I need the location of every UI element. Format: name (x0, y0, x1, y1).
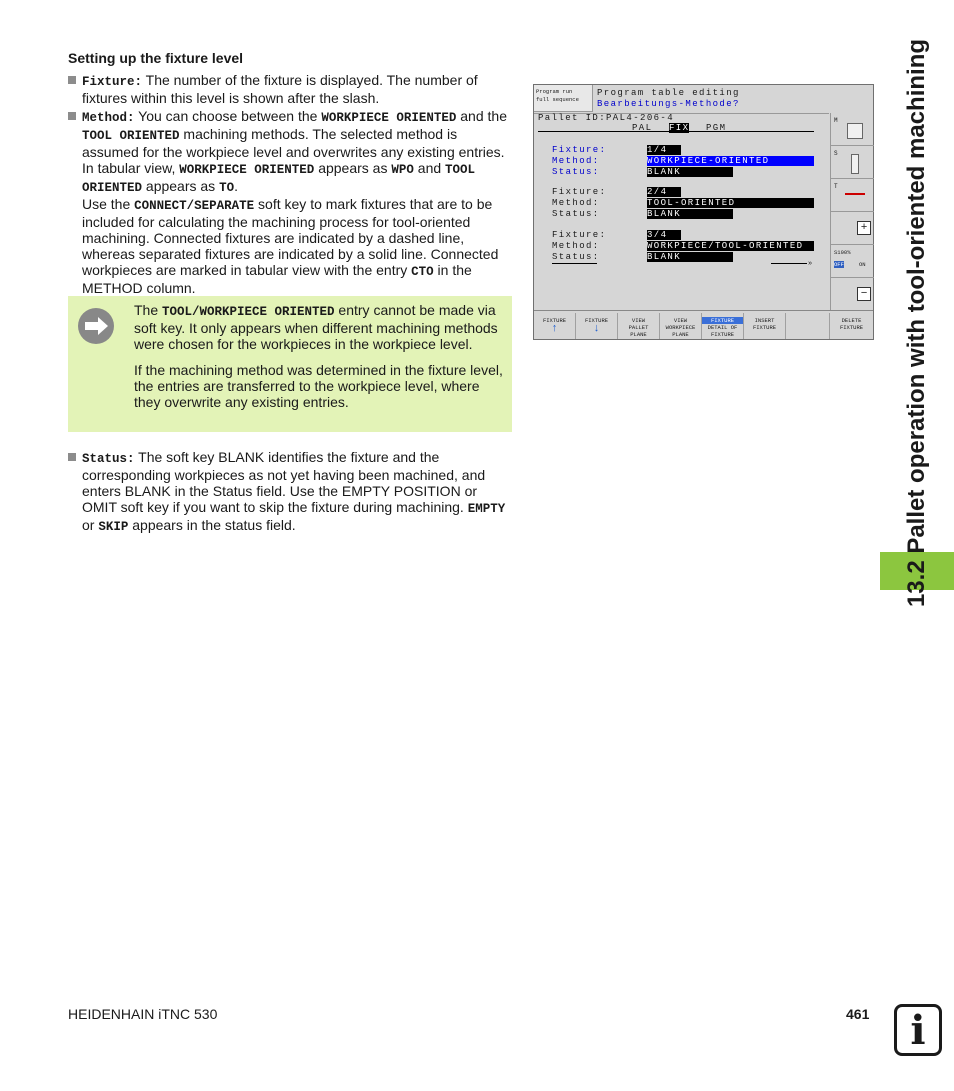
softkey-detail-fixture[interactable] (702, 313, 744, 339)
softkey-view-workpiece[interactable] (660, 313, 702, 339)
keyword-tool-oriented: TOOL ORIENTED (82, 129, 180, 143)
status-value-2[interactable]: BLANK (647, 209, 733, 219)
fixture-value-2[interactable]: 2/4 (647, 187, 681, 197)
note-box (68, 296, 512, 432)
method-label-2: Method: (552, 198, 600, 208)
bullet-status (68, 449, 512, 535)
softkey-fixture-up[interactable] (534, 313, 576, 339)
status-label-1: Status: (552, 167, 600, 177)
softkey-t[interactable] (831, 179, 874, 212)
method-text-1: You can choose between the (134, 108, 322, 124)
keyword-empty: EMPTY (467, 502, 506, 516)
softkey-view-pallet[interactable] (618, 313, 660, 339)
method-text-9: soft key to mark fixtures that are to be included for calculating the machining process for tool-oriented machining. Connected fixtures are indicated by a dashed line, whereas separated fixtures are indicated by a solid line. Connected workpieces are marked in tabular view with the entry (82, 196, 499, 278)
fixture-value-3[interactable]: 3/4 (647, 230, 681, 240)
underline (552, 263, 597, 264)
note-paragraph-2: If the machining method was determined in the fixture level, the entries are transferred to the workpiece level, where they overwrite any existing entries. (134, 362, 503, 410)
pallet-id: Pallet ID:PAL4-206-4 (538, 113, 675, 123)
chapter-title: 13.2 Pallet operation with tool-oriented machining (903, 38, 930, 608)
minus-icon: − (857, 287, 871, 301)
softkey-feed-plus[interactable] (831, 212, 874, 245)
method-text-2: and the (456, 108, 507, 124)
keyword-status: Status: (82, 452, 135, 466)
softkey-2-line-1: FIXTURE (584, 317, 609, 324)
status-label-3: Status: (552, 252, 600, 262)
nav-pal: PAL (632, 123, 653, 133)
status-text-1: The soft key BLANK identifies the fixture and the corresponding workpieces as not yet having been machined, and enters BLANK in the Status field. Use the EMPTY POSITION or OMIT soft key if you want to skip the fixture during machining. (82, 449, 486, 515)
keyword-tool-workpiece-oriented: TOOL/WORKPIECE ORIENTED (162, 305, 335, 319)
softkey-4-line-1: VIEW (673, 317, 688, 324)
softkey-8-line-2: FIXTURE (839, 324, 864, 331)
mode-panel (534, 85, 593, 112)
softkey-1-line-1: FIXTURE (542, 317, 567, 324)
info-icon (894, 1004, 942, 1056)
softkey-on-label: ON (859, 261, 866, 268)
method-text-7: . (234, 178, 238, 194)
scroll-right-icon: » (808, 260, 814, 268)
info-icon-letter: i (910, 1007, 926, 1054)
method-text-8: Use the (82, 196, 135, 212)
page-number: 461 (846, 1006, 870, 1022)
keyword-connect-separate: CONNECT/SEPARATE (134, 199, 255, 213)
fixture-label-2: Fixture: (552, 187, 607, 197)
keyword-workpiece-oriented-2: WORKPIECE ORIENTED (179, 163, 315, 177)
softkey-t-label: T (834, 183, 838, 190)
softkey-s-label: S (834, 150, 838, 157)
softkey-6-line-2: FIXTURE (752, 324, 777, 331)
softkey-8-line-1: DELETE (841, 317, 862, 324)
softkey-m-label: M (834, 117, 838, 124)
bullet-method (68, 108, 512, 296)
fixture-label-3: Fixture: (552, 230, 607, 240)
method-value-3[interactable]: WORKPIECE/TOOL-ORIENTED (647, 241, 814, 251)
method-text-10: in the METHOD column. (82, 262, 472, 296)
arrow-down-icon: ↓ (593, 323, 600, 335)
vertical-softkey-bar (830, 113, 874, 311)
softkey-4-line-3: PLANE (672, 331, 689, 338)
tool-change-icon (845, 193, 865, 195)
method-value-1[interactable]: WORKPIECE-ORIENTED (647, 156, 814, 166)
softkey-3-line-2: PALLET (628, 324, 649, 331)
underline-right (771, 263, 807, 264)
method-label-3: Method: (552, 241, 600, 251)
keyword-workpiece-oriented: WORKPIECE ORIENTED (321, 111, 457, 125)
softkey-s[interactable] (831, 146, 874, 179)
softkey-5-line-3: FIXTURE (710, 331, 735, 338)
tool-icon (851, 154, 859, 174)
keyword-fixture: Fixture: (82, 75, 143, 89)
fixture-label-1: Fixture: (552, 145, 607, 155)
arrow-right-icon (78, 308, 114, 344)
note-text-1a: The (134, 302, 163, 318)
keyword-skip: SKIP (98, 520, 129, 534)
softkey-insert-fixture[interactable] (744, 313, 786, 339)
keyword-tool-oriented-2: TOOL ORIENTED (82, 163, 476, 195)
spindle-icon (847, 123, 863, 139)
bullet-square-icon (68, 76, 76, 84)
method-text-6: appears as (142, 178, 220, 194)
section-heading: Setting up the fixture level (68, 50, 244, 66)
softkey-s100[interactable] (831, 245, 874, 278)
softkey-delete-fixture[interactable] (830, 313, 873, 339)
note-paragraph-1 (134, 302, 504, 352)
plus-icon: + (857, 221, 871, 235)
note-text-1b: entry cannot be made via soft key. It only appears when different machining methods were chosen for the workpieces in the workpiece level. (134, 302, 498, 352)
method-label-1: Method: (552, 156, 600, 166)
method-text-5: and (413, 160, 446, 176)
mode-line-2: full sequence (536, 96, 579, 103)
softkey-s100-label: S100% (834, 249, 851, 256)
bullet-square-icon (68, 112, 76, 120)
keyword-method: Method: (82, 111, 135, 125)
softkey-empty[interactable] (786, 313, 830, 339)
fixture-text: The number of the fixture is displayed. The number of fixtures within this level is shown after the slash. (82, 72, 478, 106)
bullet-square-icon (68, 453, 76, 461)
softkey-6-line-1: INSERT (754, 317, 775, 324)
softkey-fixture-down[interactable] (576, 313, 618, 339)
keyword-wpo: WPO (391, 163, 414, 177)
method-value-2[interactable]: TOOL-ORIENTED (647, 198, 814, 208)
mode-line-1: Program run (536, 88, 573, 95)
nav-fix: FIX (669, 123, 690, 133)
fixture-value-1[interactable]: 1/4 (647, 145, 681, 155)
nav-pgm: PGM (706, 123, 727, 133)
screen-title-1: Program table editing (597, 88, 740, 98)
keyword-to: TO (219, 181, 235, 195)
screen-title-2: Bearbeitungs-Methode? (597, 99, 740, 109)
softkey-feed-minus[interactable] (831, 278, 874, 310)
footer-brand: HEIDENHAIN iTNC 530 (68, 1006, 218, 1022)
softkey-3-line-1: VIEW (631, 317, 646, 324)
method-text-3: machining methods. The selected method is assumed for the workpiece level and overwrites any existing entries. In tabular view, (82, 126, 505, 176)
status-text-2: or (82, 517, 99, 533)
softkey-m[interactable] (831, 113, 874, 146)
softkey-5-line-2: DETAIL OF (707, 324, 738, 331)
status-label-2: Status: (552, 209, 600, 219)
arrow-up-icon: ↑ (551, 323, 558, 335)
softkey-off-label: OFF (834, 261, 844, 268)
method-text-4: appears as (314, 160, 392, 176)
softkey-4-line-2: WORKPIECE (665, 324, 696, 331)
tnc-screen-image (533, 84, 874, 340)
status-value-1[interactable]: BLANK (647, 167, 733, 177)
softkey-divider (534, 310, 873, 311)
softkey-5-line-1: FIXTURE (702, 317, 743, 324)
bullet-fixture (68, 72, 512, 106)
status-text-3: appears in the status field. (128, 517, 296, 533)
softkey-3-line-3: PLANE (630, 331, 647, 338)
status-value-3[interactable]: BLANK (647, 252, 733, 262)
keyword-cto: CTO (411, 265, 434, 279)
